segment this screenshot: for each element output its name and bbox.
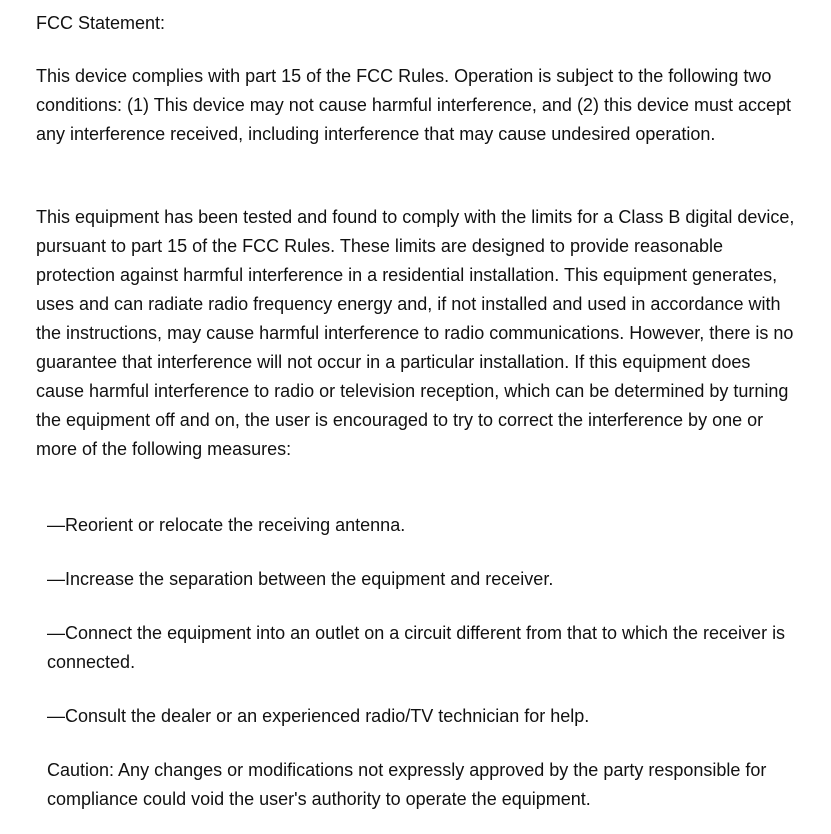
measure-item-consult-dealer: —Consult the dealer or an experienced radio/TV technician for help. <box>47 706 590 726</box>
caution-paragraph: Caution: Any changes or modifications not expressly approved by the party responsible for compliance could void the user's authority to operate the equipment. <box>47 760 767 809</box>
measure-item-increase-separation: —Increase the separation between the equipment and receiver. <box>47 569 554 589</box>
measure-item-different-outlet: —Connect the equipment into an outlet on a circuit different from that to which the receiver is connected. <box>47 623 786 672</box>
page-title: FCC Statement: <box>36 13 166 33</box>
measure-item-reorient-antenna: —Reorient or relocate the receiving antenna. <box>47 515 406 535</box>
class-b-paragraph: This equipment has been tested and found to comply with the limits for a Class B digital device, pursuant to part 15 of the FCC Rules. These limits are designed to provide reasonable protection against harmful interference in a residential installation. This equipment generates, uses and can radiate radio frequency energy and, if not installed and used in accordance with the instructions, may cause harmful interference to radio communications. However, there is no guarantee that interference will not occur in a particular installation. If this equipment does cause harmful interference to radio or television reception, which can be determined by turning the equipment off and on, the user is encouraged to try to correct the interference by one or more of the following measures: <box>36 207 795 459</box>
compliance-paragraph: This device complies with part 15 of the FCC Rules. Operation is subject to the following two conditions: (1) This device may not cause harmful interference, and (2) this device must accept any interference received, including interference that may cause undesired operation. <box>36 66 792 144</box>
measures-list <box>47 511 797 756</box>
